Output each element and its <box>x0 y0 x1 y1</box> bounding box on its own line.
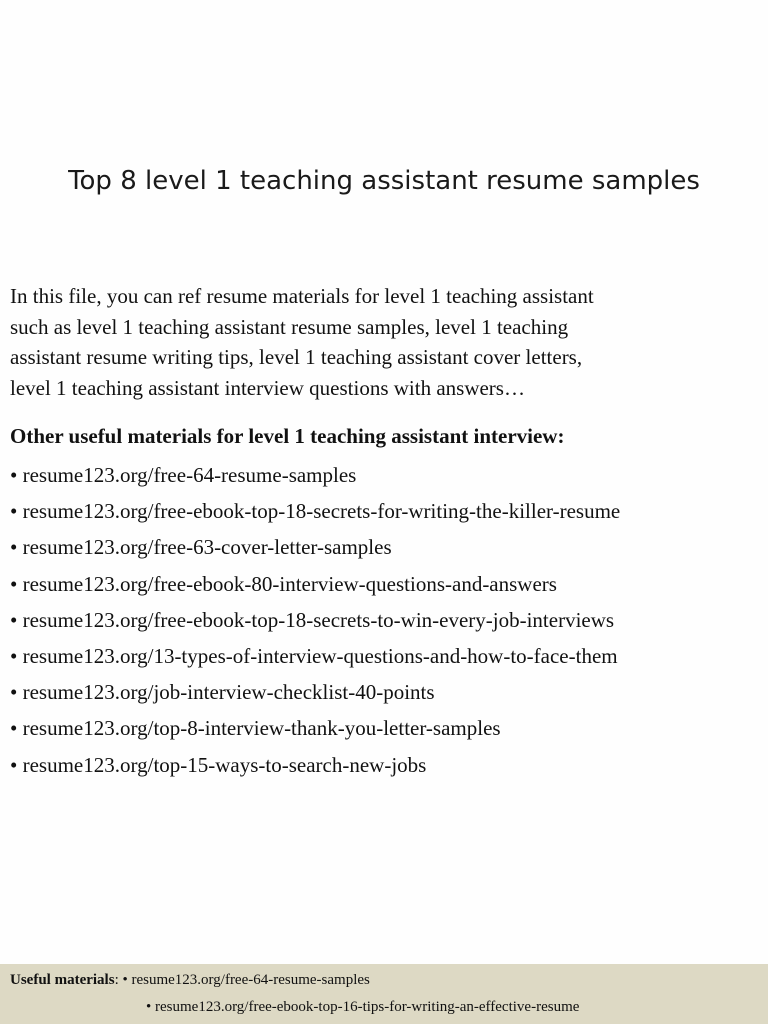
materials-link[interactable]: • resume123.org/top-15-ways-to-search-new-jobs <box>10 752 427 777</box>
materials-link[interactable]: • resume123.org/top-8-interview-thank-you-letter-samples <box>10 716 501 741</box>
materials-link[interactable]: • resume123.org/free-ebook-80-interview-questions-and-answers <box>10 571 557 596</box>
footer-bar <box>0 964 768 1024</box>
footer-row <box>146 999 579 1016</box>
section-heading: Other useful materials for level 1 teaching assistant interview: <box>10 424 565 448</box>
footer-label: Useful materials <box>10 972 115 988</box>
materials-link-list <box>10 457 620 783</box>
materials-link[interactable]: • resume123.org/free-ebook-top-18-secrets-for-writing-the-killer-resume <box>10 499 621 524</box>
intro-line: such as level 1 teaching assistant resume samples, level 1 teaching <box>10 314 569 339</box>
materials-link[interactable]: • resume123.org/free-63-cover-letter-samples <box>10 535 392 560</box>
intro-paragraph <box>10 281 760 403</box>
footer-link[interactable]: • resume123.org/free-ebook-top-16-tips-for-writing-an-effective-resume <box>146 999 580 1015</box>
materials-link[interactable]: • resume123.org/13-types-of-interview-questions-and-how-to-face-them <box>10 643 618 668</box>
footer-separator: : <box>114 972 123 988</box>
materials-link[interactable]: • resume123.org/job-interview-checklist-40-points <box>10 680 435 705</box>
intro-line: In this file, you can ref resume materials for level 1 teaching assistant <box>10 284 594 308</box>
intro-line: level 1 teaching assistant interview questions with answers… <box>10 375 525 400</box>
materials-link[interactable]: • resume123.org/free-ebook-top-18-secrets-to-win-every-job-interviews <box>10 607 615 632</box>
materials-link[interactable]: • resume123.org/free-64-resume-samples <box>10 463 357 487</box>
footer-row <box>10 972 370 989</box>
page-title: Top 8 level 1 teaching assistant resume samples <box>68 166 700 196</box>
intro-line: assistant resume writing tips, level 1 teaching assistant cover letters, <box>10 345 583 369</box>
footer-link[interactable]: • resume123.org/free-64-resume-samples <box>122 972 370 988</box>
